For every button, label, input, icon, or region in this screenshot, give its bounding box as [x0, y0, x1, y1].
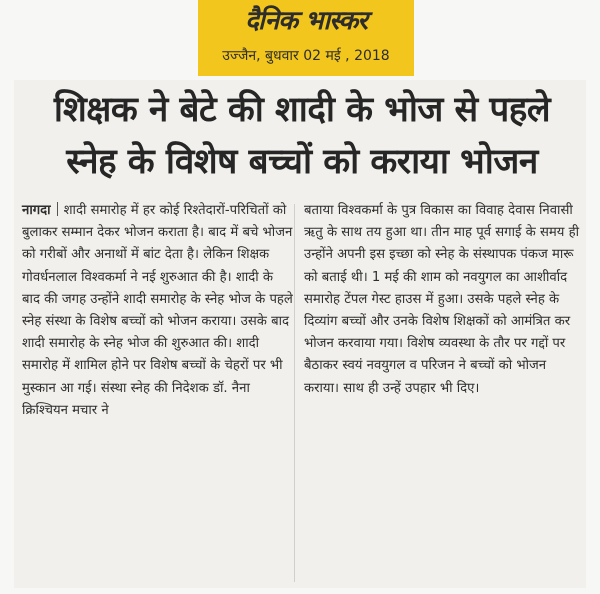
article-column-1	[22, 200, 294, 422]
newspaper-name: दैनिक भास्कर	[245, 6, 367, 36]
newspaper-masthead	[198, 0, 414, 76]
headline-line-1: शिक्षक ने बेटे की शादी के भोज से पहले	[53, 90, 551, 130]
column-divider	[294, 204, 295, 582]
column-2-text: बताया विश्वकर्मा के पुत्र विकास का विवाह देवास निवासी ऋतु के साथ तय हुआ था। तीन माह पूर्व सगाई के समय ही उन्होंने अपनी इस इच्छा को स्नेह के संस्थापक पंकज मारू को बताई थी। 1 मई की शाम को नवयुगल का आशीर्वाद समारोह टेंपल गेस्ट हाउस में हुआ। उसके पहले स्नेह के दिव्यांग बच्चों और उनके विशेष शिक्षकों को आमंत्रित कर भोजन करवाया गया। विशेष व्यवस्था के तौर पर गद्दों पर बैठाकर स्वयं नवयुगल व परिजन ने बच्चों को भोजन कराया। साथ ही उन्हें उपहार भी दिए।	[304, 203, 580, 396]
dateline-separator	[57, 202, 58, 216]
edition-dateline: उज्जैन, बुधवार 02 मई , 2018	[222, 48, 390, 64]
headline-line-2: स्नेह के विशेष बच्चों को कराया भोजन	[66, 142, 538, 182]
article-headline	[22, 84, 582, 188]
article-column-2	[304, 200, 580, 400]
dateline-city: नागदा	[22, 203, 51, 218]
column-1-text: शादी समारोह में हर कोई रिश्तेदारों-परिचितों को बुलाकर सम्मान देकर भोजन कराता है। बाद में बचे भोजन को गरीबों और अनाथों में बांट देता है। लेकिन शिक्षक गोवर्धनलाल विश्वकर्मा ने नई शुरुआत की है। शादी के बाद की जगह उन्होंने शादी समारोह के स्नेह भोज के पहले स्नेह संस्था के विशेष बच्चों को भोजन कराया। उसके बाद शादी समारोह के स्नेह भोज की शुरुआत की। शादी समारोह में शामिल होने पर विशेष बच्चों के चेहरों पर भी मुस्कान आ गई। संस्था स्नेह की निदेशक डॉ. नैना क्रिश्चियन मचार ने	[22, 203, 293, 418]
